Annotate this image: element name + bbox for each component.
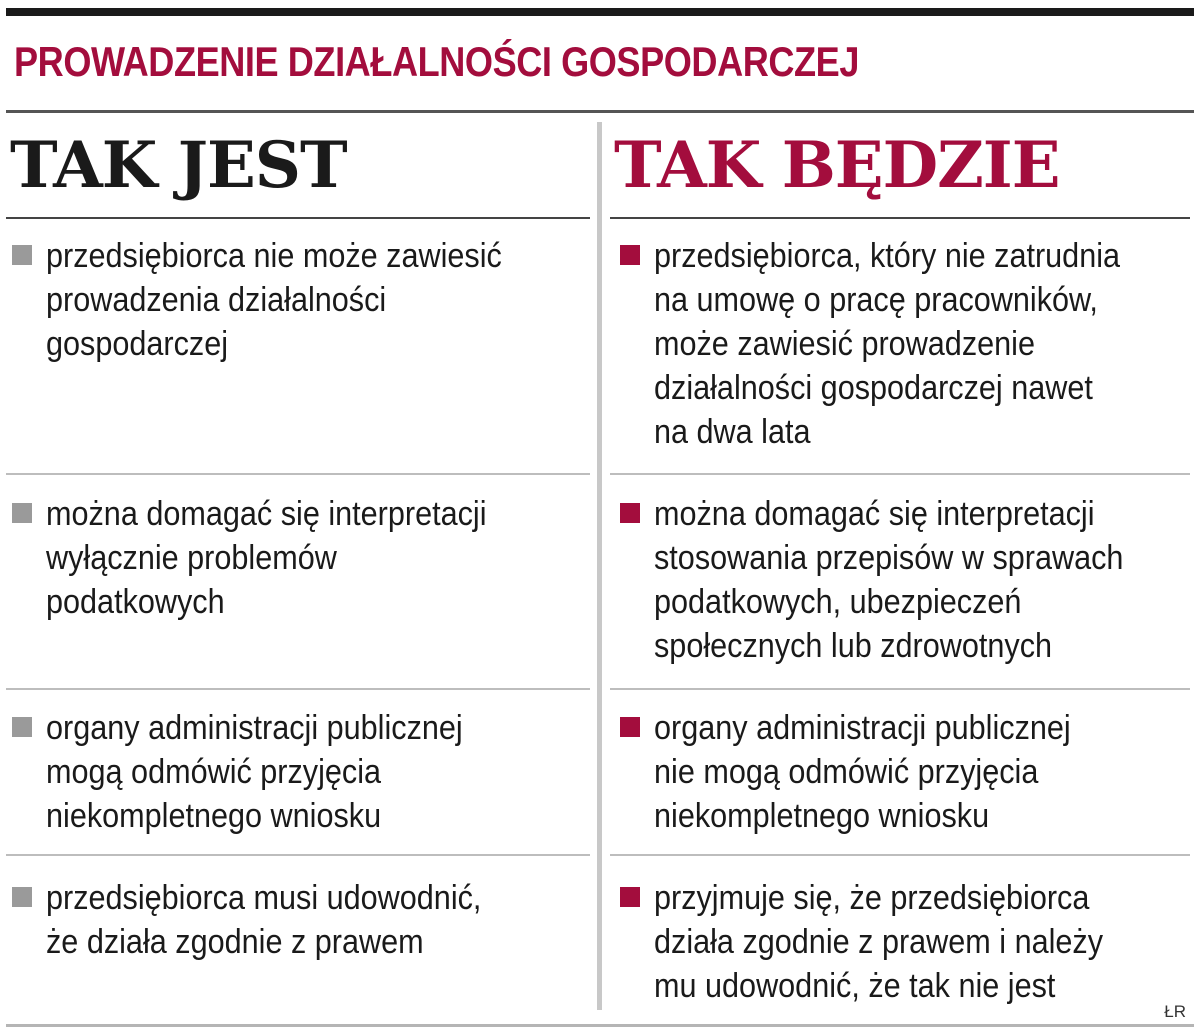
bullet-square-icon [12,245,32,265]
future-item-4: przyjmuje się, że przedsiębiorca działa zgodnie z prawem i należy mu udowodnić, że tak nie jest [654,879,1104,1005]
author-credit: ŁR [1164,1002,1186,1021]
bullet-square-icon [620,503,640,523]
bullet-square-icon [620,717,640,737]
top-rule [6,8,1194,16]
future-item-3: organy administracji publicznej nie mogą odmówić przyjęcia niekompletnego wniosku [654,709,1071,835]
bullet-square-icon [620,245,640,265]
current-item-2: można domagać się interpretacji wyłącznie problemów podatkowych [46,495,487,621]
column-heading-current: TAK JEST [10,128,347,203]
current-item-4: przedsiębiorca musi udowodnić, że działa zgodnie z prawem [46,879,482,961]
row-divider [6,688,590,690]
bottom-rule [6,1024,1194,1027]
column-heading-future: TAK BĘDZIE [614,128,1060,203]
future-item-1: przedsiębiorca, który nie zatrudnia na umowę o pracę pracowników, może zawiesić prowadzenie działalności gospodarczej nawet na dwa lata [654,237,1121,451]
row-divider [610,688,1190,690]
bullet-square-icon [620,887,640,907]
bullet-square-icon [12,887,32,907]
bullet-square-icon [12,503,32,523]
row-divider [6,854,590,856]
current-item-1: przedsiębiorca nie może zawiesić prowadzenia działalności gospodarczej [46,237,502,363]
row-divider [610,854,1190,856]
row-divider [610,473,1190,475]
title-divider [6,110,1194,113]
current-item-3: organy administracji publicznej mogą odmówić przyjęcia niekompletnego wniosku [46,709,463,835]
heading-rule-right [610,217,1190,219]
page-title: PROWADZENIE DZIAŁALNOŚCI GOSPODARCZEJ [14,38,860,85]
heading-rule-left [6,217,590,219]
bullet-square-icon [12,717,32,737]
future-item-2: można domagać się interpretacji stosowania przepisów w sprawach podatkowych, ubezpieczeń społecznych lub zdrowotnych [654,495,1124,665]
row-divider [6,473,590,475]
